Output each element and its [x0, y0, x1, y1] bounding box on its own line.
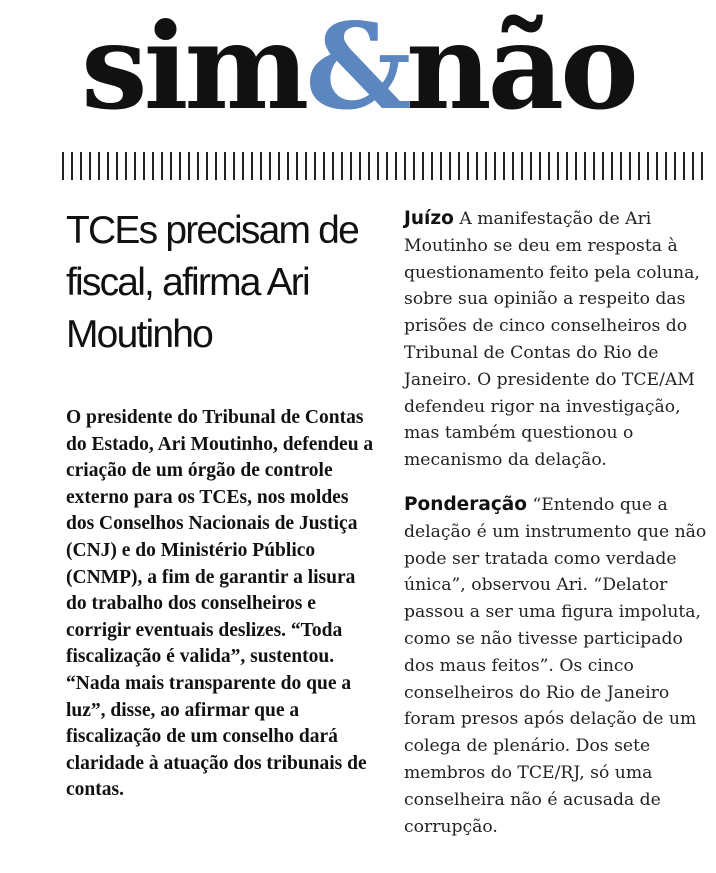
note-text: A manifestação de Ari Moutinho se deu em resposta à questionamento feito pela coluna, sobre sua opinião a respeito das prisões de cinco conselheiros do Tribunal de Contas do Rio de Janeiro. O presidente do TCE/AM defendeu rigor na investigação, mas também questionou o mecanismo da delação.	[404, 209, 700, 471]
note-text: “Entendo que a delação é um instrumento que não pode ser tratada como verdade única”, observou Ari. “Delator passou a ser uma figura impoluta, como se não tivesse participado dos maus feitos”. Os cinco conselheiros do Rio de Janeiro foram presos após delação de um colega de plenário. Dos sete membros do TCE/RJ, só uma conselheira não é acusada de corrupção.	[404, 494, 707, 837]
article-body: O presidente do Tribunal de Contas do Estado, Ari Moutinho, defendeu a criação de um órgão de controle externo para os TCEs, nos moldes dos Conselhos Nacionais de Justiça (CNJ) e do Ministério Público (CNMP), a fim de garantir a lisura do trabalho dos conselheiros e corrigir eventuais deslizes. “Toda fiscalização é valida”, sustentou. “Nada mais transparente do que a luz”, disse, ao afirmar que a fiscalização de um conselho dará claridade à atuação dos tribunais de contas.	[66, 407, 374, 801]
note-ponderacao	[404, 492, 710, 840]
note-lead: Juízo	[404, 208, 454, 229]
main-article	[66, 205, 378, 804]
article-headline: TCEs precisam de fiscal, afirma Ari Moutinho	[66, 209, 358, 356]
note-juizo	[404, 206, 710, 474]
tick-rule-divider	[62, 152, 710, 180]
masthead-ampersand: &	[305, 0, 406, 136]
masthead-sim: sim	[81, 0, 306, 136]
column-masthead	[0, 0, 716, 136]
side-notes	[404, 206, 710, 840]
note-lead: Ponderação	[404, 493, 527, 515]
masthead-nao: não	[405, 0, 635, 136]
